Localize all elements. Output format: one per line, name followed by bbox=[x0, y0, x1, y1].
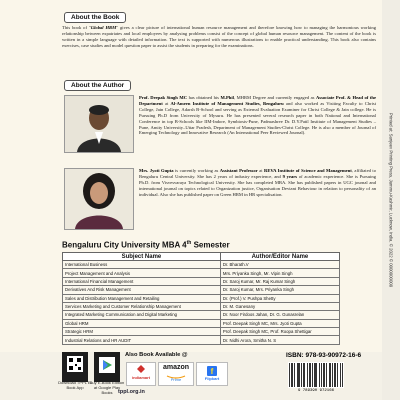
play-store-icon bbox=[95, 353, 119, 381]
author2-bio bbox=[139, 168, 376, 198]
svg-text:f: f bbox=[210, 367, 214, 376]
flipkart-logo[interactable] bbox=[196, 362, 228, 386]
publisher-url[interactable]: tppl.org.in bbox=[118, 389, 145, 395]
subject-cell: Sales and Distribution Management and Retailing bbox=[63, 294, 221, 302]
table-row bbox=[63, 336, 340, 344]
subject-cell: International Financial Management bbox=[63, 277, 221, 285]
syllabus-table bbox=[62, 252, 340, 345]
bio-degree: M.Phil bbox=[220, 95, 234, 100]
indiamart-label: indiamart bbox=[131, 375, 150, 380]
author1-photo bbox=[64, 95, 134, 153]
subject-cell: Project Management and Analysis bbox=[63, 269, 221, 277]
table-row bbox=[63, 311, 340, 319]
col-author-header: Author/Editor Name bbox=[220, 253, 339, 261]
title-sup: th bbox=[186, 240, 192, 246]
author2-name: Mrs. Jyoti Gupta bbox=[139, 168, 174, 173]
author2-institute: REVA Institute of Science and Management bbox=[264, 168, 352, 173]
title-text: Semester bbox=[191, 240, 230, 250]
table-header-row bbox=[63, 253, 340, 261]
subject-cell: Derivatives And Risk Management bbox=[63, 286, 221, 294]
indiamart-logo[interactable] bbox=[126, 362, 156, 386]
subject-cell: Strategic HRM bbox=[63, 328, 221, 336]
amazon-label: amazon bbox=[162, 364, 190, 371]
author1-role: Associate Prof. & Head of the Department bbox=[139, 95, 376, 106]
author2-portrait-icon bbox=[65, 169, 133, 229]
author1-name: Prof. Deepak Singh MC bbox=[139, 95, 188, 100]
title-text: Bengaluru City University MBA 4 bbox=[62, 240, 187, 250]
author-cell: Dr. (Prof.) V. Pushpa Shetty bbox=[220, 294, 339, 302]
subject-cell: Industrial Relations and HR AUDIT bbox=[63, 336, 221, 344]
syllabus-title bbox=[62, 240, 230, 250]
author2-role: Assistant Professor bbox=[219, 168, 258, 173]
bio-text: has obtained his bbox=[187, 95, 221, 100]
author-cell: Dr. Bharath.V bbox=[220, 261, 339, 269]
author-cell: Dr. Saroj Kumar, Mrs. Priyanka Singh bbox=[220, 286, 339, 294]
author2-photo bbox=[64, 168, 134, 230]
flipkart-bag-icon bbox=[197, 363, 227, 377]
bio-text: at bbox=[257, 168, 264, 173]
table-row bbox=[63, 302, 340, 310]
available-at-text: Also Book Available @ bbox=[125, 352, 188, 358]
about-book-heading: About the Book bbox=[64, 12, 126, 23]
bio-text: at bbox=[162, 100, 171, 106]
author-cell: Dr. Saroj Kumar, Mr. Raj Kumar Singh bbox=[220, 277, 339, 285]
bio-text: of academic experience. She is Pursuing Ph.D. from Visvesvaraya Technological University. She has completed MBA. She has published papers in UGC journal and international journal on topics related to Organization justice, Organisation Deviant Behaviour in relation to personality of an individual. Also she has published paper on Green HRM in HR specialisation. bbox=[139, 173, 377, 197]
table-row bbox=[63, 294, 340, 302]
bio-text: , MHRM Degree and currently engaged as bbox=[233, 95, 316, 100]
google-play-icon[interactable] bbox=[94, 352, 120, 382]
author-cell: Prof. Deepak Singh MC, Mrs. Jyoti Gupta bbox=[220, 319, 339, 327]
qr-icon bbox=[63, 353, 87, 373]
google-play-text: Buy E-Book Edition at Google Play Books bbox=[89, 380, 125, 395]
tppl-app-icon[interactable] bbox=[62, 352, 88, 382]
isbn-text: ISBN: 978-93-90972-16-6 bbox=[286, 352, 362, 359]
about-book-paragraph bbox=[62, 25, 376, 49]
subject-cell: Services Marketing and Customer Relationship Management bbox=[63, 302, 221, 310]
download-app-text: Download TPPL E-Book App bbox=[58, 380, 92, 390]
author1-bio-top bbox=[139, 95, 376, 136]
author1-institute: Al-Ameen Institute of Management Studies, Bengaluru bbox=[170, 100, 284, 106]
author-cell: Dr. M. Ganesany bbox=[220, 302, 339, 310]
table-row bbox=[63, 277, 340, 285]
author1-portrait-icon bbox=[65, 96, 133, 152]
author-cell: Prof. Deepak Singh MC, Prof. Roopa Shettigar bbox=[220, 328, 339, 336]
table-row bbox=[63, 261, 340, 269]
flipkart-label: Flipkart bbox=[204, 376, 220, 381]
para-text: " gives a clear picture of international human resource management and therefore knowing how to managing the harmonious working relationship between expatriates and local employees by analysing problems consist of the concept of global human resource management. The content of the book is written in a simple language with detailed information. The text is supported with numerous illustrations to enable practical understanding. This book also contains exercises, case studies and model question paper to assist the students in preparing for the examinations. bbox=[62, 25, 376, 48]
book-title-inline: Global HRM bbox=[90, 25, 117, 30]
author-cell: Mrs. Priyanka Singh, Mr. Vipin Singh bbox=[220, 269, 339, 277]
subject-cell: Global HRM bbox=[63, 319, 221, 327]
table-row bbox=[63, 319, 340, 327]
subject-cell: Integrated Marketing Communication and Digital Marketing bbox=[63, 311, 221, 319]
bio-text: , affiliated to Bengaluru Central University. She has 2 years of industry experience, and bbox=[139, 168, 376, 179]
table-row bbox=[63, 269, 340, 277]
amazon-logo[interactable] bbox=[158, 362, 194, 386]
col-subject-header: Subject Name bbox=[63, 253, 221, 261]
about-author-heading: About the Author bbox=[64, 80, 131, 91]
bio-text: and also worked as Visiting Faculty to Christ College, Jain College, Adarsh B-School and serving as External Evaluation Examiner for Christ College & Jain college. He is Pursuing Ph.D from University of Mysuru. He has presented several research paper in both National and International Conference in top B-Schools like IIM-Indore, Symbiosis-Pune, Padmashree Dr. D.Y.Patil Institute of Management Studies –Pune, Amity University–Uttar Pradesh, Department of Management Studies-Christ College. He is also a member of Journal of Emerging Technology and Innovative Research (An International Peer Reviewed Journal). bbox=[139, 100, 376, 136]
barcode-number: 9 789390 972166 bbox=[297, 389, 334, 393]
subject-cell: International Business bbox=[63, 261, 221, 269]
table-row bbox=[63, 328, 340, 336]
amazon-prime-label: Prime bbox=[170, 377, 182, 382]
author-cell: Dr. Nidhi Arora, Smitha N. S bbox=[220, 336, 339, 344]
barcode-icon bbox=[288, 362, 344, 388]
author2-experience: 9 years bbox=[282, 173, 298, 179]
para-text: This book of " bbox=[62, 25, 91, 30]
author-cell: Dr. Noor Firdoos Jahan, Dr. G. Gunasrelan bbox=[220, 311, 339, 319]
bio-text: is currently working as bbox=[173, 168, 220, 173]
spine-printer-text: Printed at: Sanjeev Printing Press, Jammu-Kashmir, Lucknow, India. © 2022 © 0000000000 bbox=[388, 112, 394, 288]
table-row bbox=[63, 286, 340, 294]
